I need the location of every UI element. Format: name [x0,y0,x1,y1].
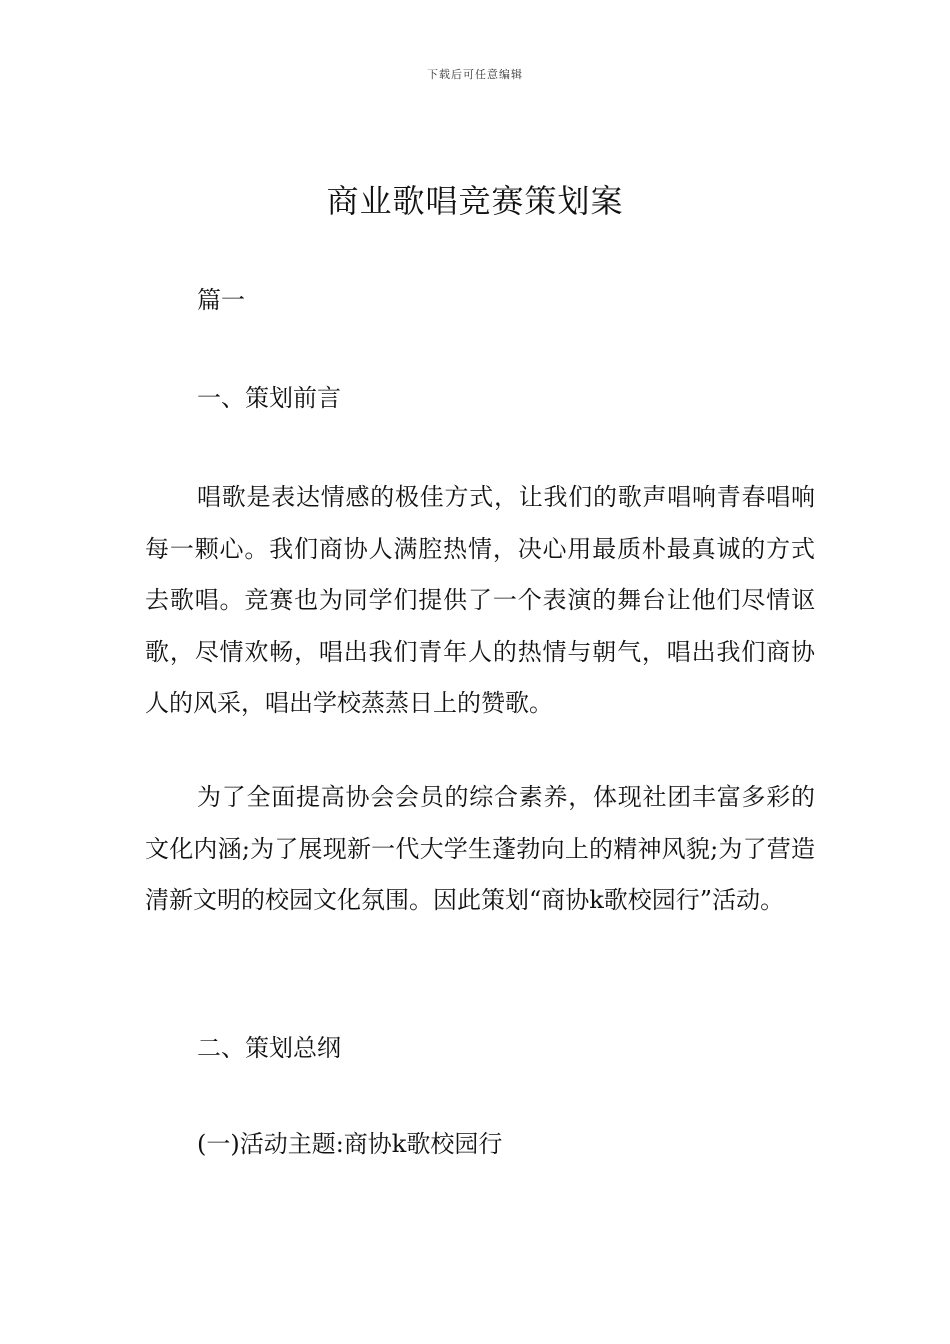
paragraph-purpose: 为了全面提高协会会员的综合素养，体现社团丰富多彩的文化内涵;为了展现新一代大学生蓬勃向上的精神风貌;为了营造清新文明的校园文化氛围。因此策划“商协k歌校园行”活动。 [145,783,815,914]
document-title: 商业歌唱竞赛策划案 [326,182,624,220]
subheading-theme: (一)活动主题:商协k歌校园行 [197,1130,503,1158]
paragraph-preface: 唱歌是表达情感的极佳方式，让我们的歌声唱响青春唱响每一颗心。我们商协人满腔热情，决心用最质朴最真诚的方式去歌唱。竞赛也为同学们提供了一个表演的舞台让他们尽情讴歌，尽情欢畅，唱出我们青年人的热情与朝气，唱出我们商协人的风采，唱出学校蒸蒸日上的赞歌。 [145,483,815,717]
section-label: 篇一 [197,286,245,314]
heading-outline: 二、策划总纲 [197,1034,341,1062]
page-header-note: 下载后可任意编辑 [427,68,523,81]
heading-preface: 一、策划前言 [197,384,341,412]
